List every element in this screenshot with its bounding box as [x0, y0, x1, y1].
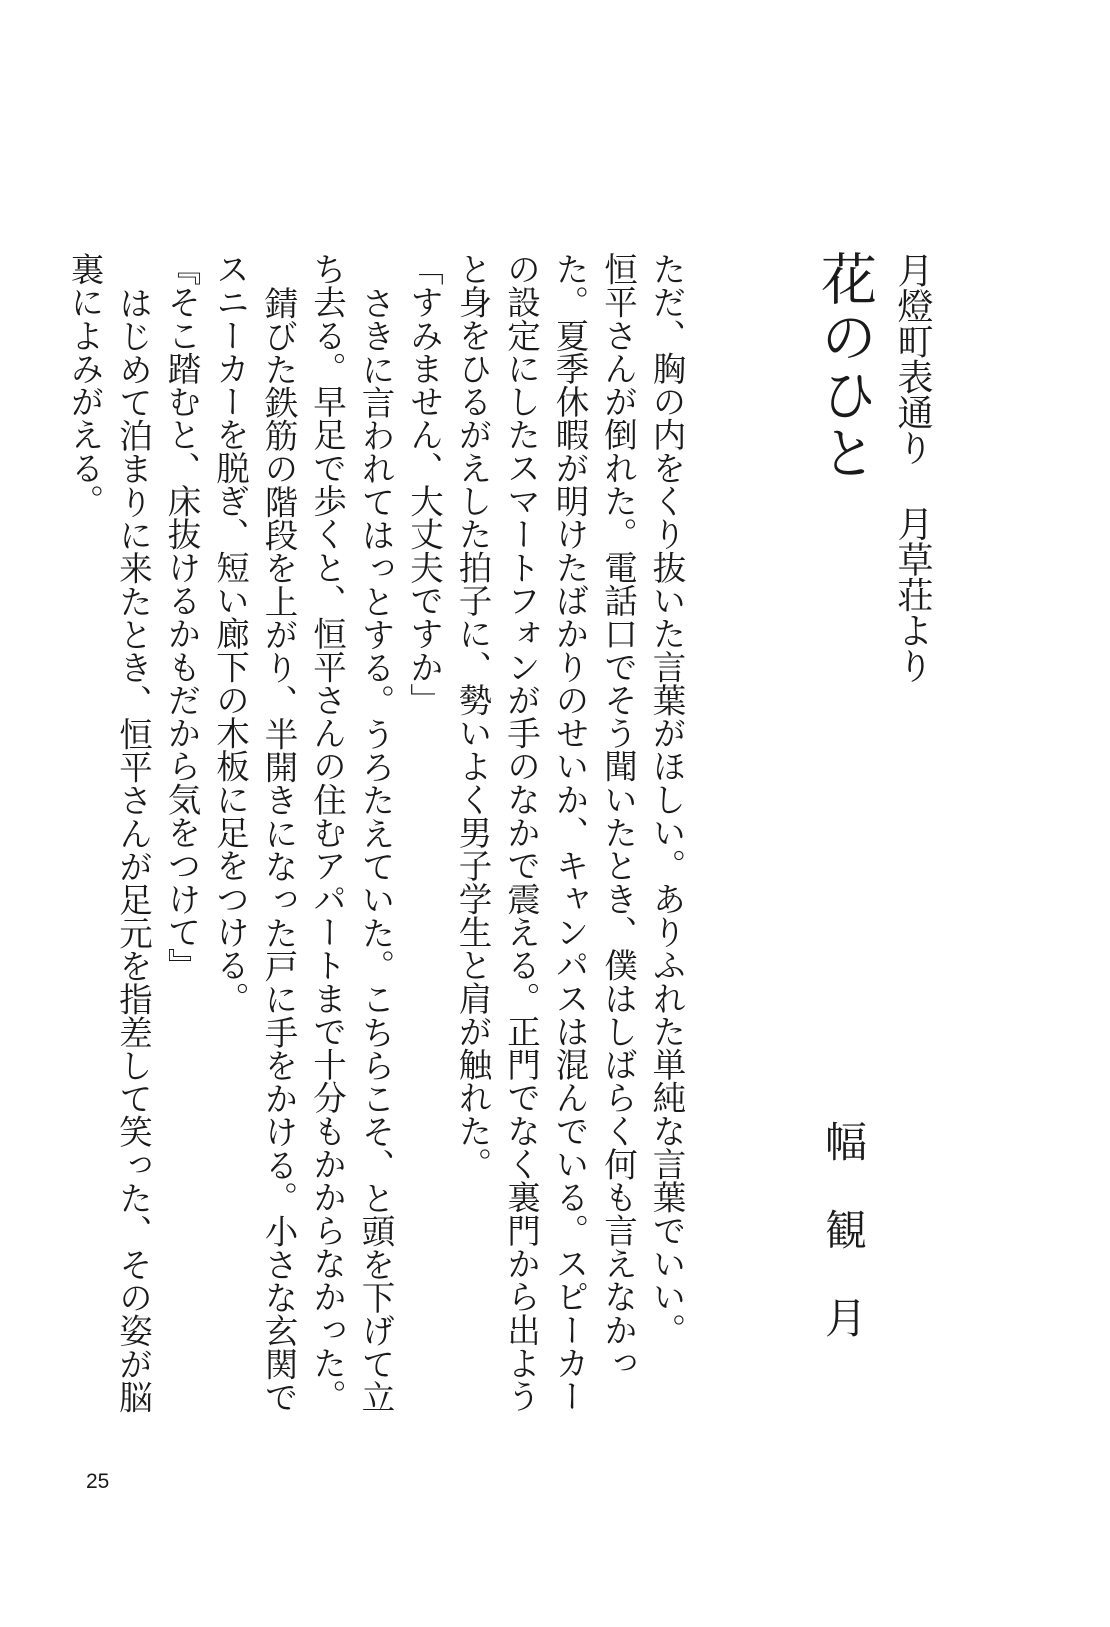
paragraph-2: 恒平さんが倒れた。電話口でそう聞いたとき、僕はしばらく何も言えなかった。夏季休暇が明けたばかりのせいか、キャンパスは混んでいる。スピーカーの設定にしたスマートフォンが手のなかで震える。正門でなく裏門から出ようと身をひるがえした拍子に、勢いよく男子学生と肩が触れた。: [453, 252, 638, 1413]
story-body: [65, 252, 690, 1432]
series-title: 月燈町表通り 月草荘より: [892, 252, 933, 683]
paragraph-1: ただ、胸の内をくり抜いた言葉がほしい。ありふれた単純な言葉でいい。: [647, 252, 686, 1346]
paragraph-7: はじめて泊まりに来たとき、恒平さんが足元を指差して笑った、その姿が脳裏によみがえる。: [65, 252, 153, 1413]
story-title: 花のひと: [812, 250, 877, 482]
paragraph-3: 「すみません、大丈夫ですか」: [404, 252, 444, 717]
paragraph-5: 錆びた鉄筋の階段を上がり、半開きになった戸に手をかける。小さな玄関でスニーカーを脱ぎ、短い廊下の木板に足をつける。: [210, 252, 298, 1413]
paragraph-6: 『そこ踏むと、床抜けるかもだから気をつけて』: [162, 252, 201, 982]
paragraph-4: さきに言われてはっとする。うろたえていた。こちらこそ、と頭を下げて立ち去る。早足で歩くと、恒平さんの住むアパートまで十分もかからなかった。: [307, 252, 395, 1413]
page-number: 25: [86, 1470, 110, 1493]
author-name: 幅観月: [819, 1120, 868, 1384]
